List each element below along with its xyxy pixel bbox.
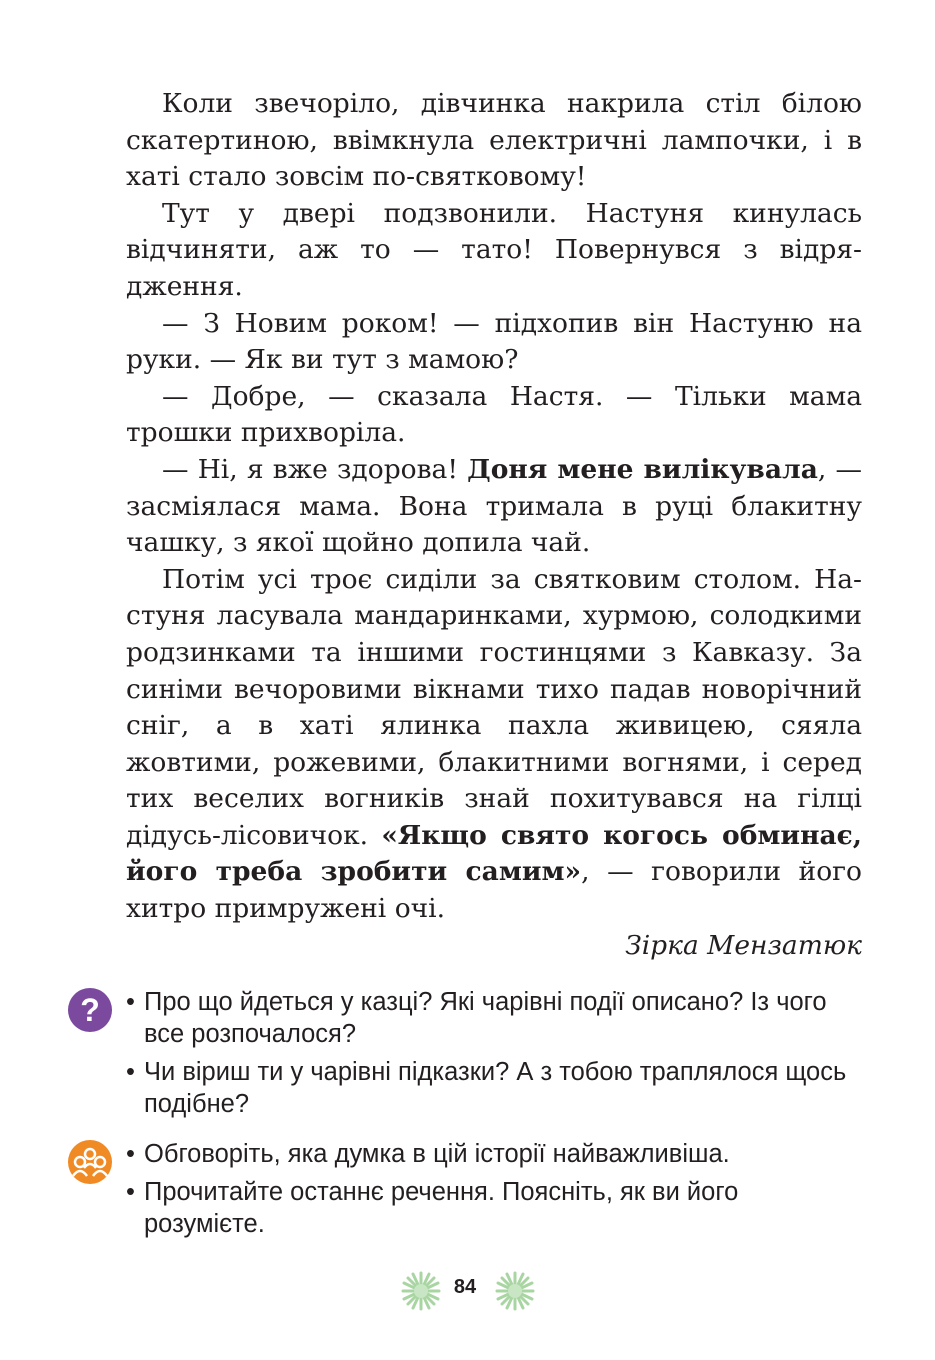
bullet: •: [126, 1178, 135, 1206]
snowflake-ornament-icon: [400, 1270, 442, 1312]
question-text-3: Обговоріть, яка думка в цій історії найважливіша.: [144, 1140, 730, 1168]
author: Зірка Мензатюк: [625, 929, 862, 961]
paragraph-5-start: — Ні, я вже здорова!: [162, 453, 468, 485]
bullet: •: [126, 988, 135, 1016]
question-text-4: Прочитайте останнє речення. Поясніть, як ви його розумієте.: [144, 1178, 739, 1238]
questions-block-1: [126, 986, 866, 1126]
group-discussion-icon: [68, 1140, 112, 1184]
paragraph-4: — Добре, — сказала Настя. — Тільки мама трошки прихворіла.: [126, 380, 862, 449]
question-mark-icon: [68, 988, 112, 1032]
paragraph-6-start: Потім усі троє сиділи за святковим столом. Настуня ласувала мандаринками, хурмою, солодкими родзинками та іншими гостинцями з Кавказу. За синіми вечоровими вікнами тихо падав новорічний сніг, а в хаті ялинка пахла живицею, сяяла жовтими, рожевими, блакитними вогнями, і серед тих веселих вогників знай похитувався на гілці дідусь-лісовичок.: [126, 563, 862, 851]
questions-block-2: [126, 1138, 866, 1246]
paragraph-3: — З Новим роком! — підхопив він Настуню на руки. — Як ви тут з мамою?: [126, 307, 862, 376]
question-item-1: [126, 986, 866, 1050]
story-text: [126, 86, 862, 964]
paragraph-5: [126, 452, 862, 562]
snowflake-ornament-icon: [494, 1270, 536, 1312]
paragraph-6-bold: «Якщо свято когось обминає, його треба зробити самим»: [126, 819, 862, 888]
question-item-4: [126, 1176, 866, 1240]
question-item-2: [126, 1056, 866, 1120]
question-item-3: [126, 1138, 866, 1170]
paragraph-5-bold: Доня мене вилікувала: [467, 453, 818, 485]
page-number: 84: [453, 1276, 477, 1298]
page-footer: [0, 1268, 935, 1312]
paragraph-6-end: , — говорили його хитро примружені очі.: [126, 856, 862, 925]
bullet: •: [126, 1140, 135, 1168]
bullet: •: [126, 1058, 135, 1086]
paragraph-6: [126, 562, 862, 928]
svg-text:?: ?: [80, 992, 100, 1028]
paragraph-5-end: , — засміялася мама. Вона тримала в руці блакитну чашку, з якої щойно допила чай.: [126, 453, 862, 559]
paragraph-1: Коли звечоріло, дівчинка накрила стіл білою скатертиною, ввімкнула електричні лампочки, і в хаті стало зовсім по-святковому!: [126, 88, 862, 193]
question-text-2: Чи віриш ти у чарівні підказки? А з тобою траплялося щось подібне?: [144, 1058, 847, 1118]
paragraph-2: Тут у двері подзвонили. Настуня кинулась відчиняти, аж то — тато! Повернувся з відрядження.: [126, 197, 862, 302]
question-text-1: Про що йдеться у казці? Які чарівні події описано? Із чого все розпочалося?: [144, 988, 827, 1048]
